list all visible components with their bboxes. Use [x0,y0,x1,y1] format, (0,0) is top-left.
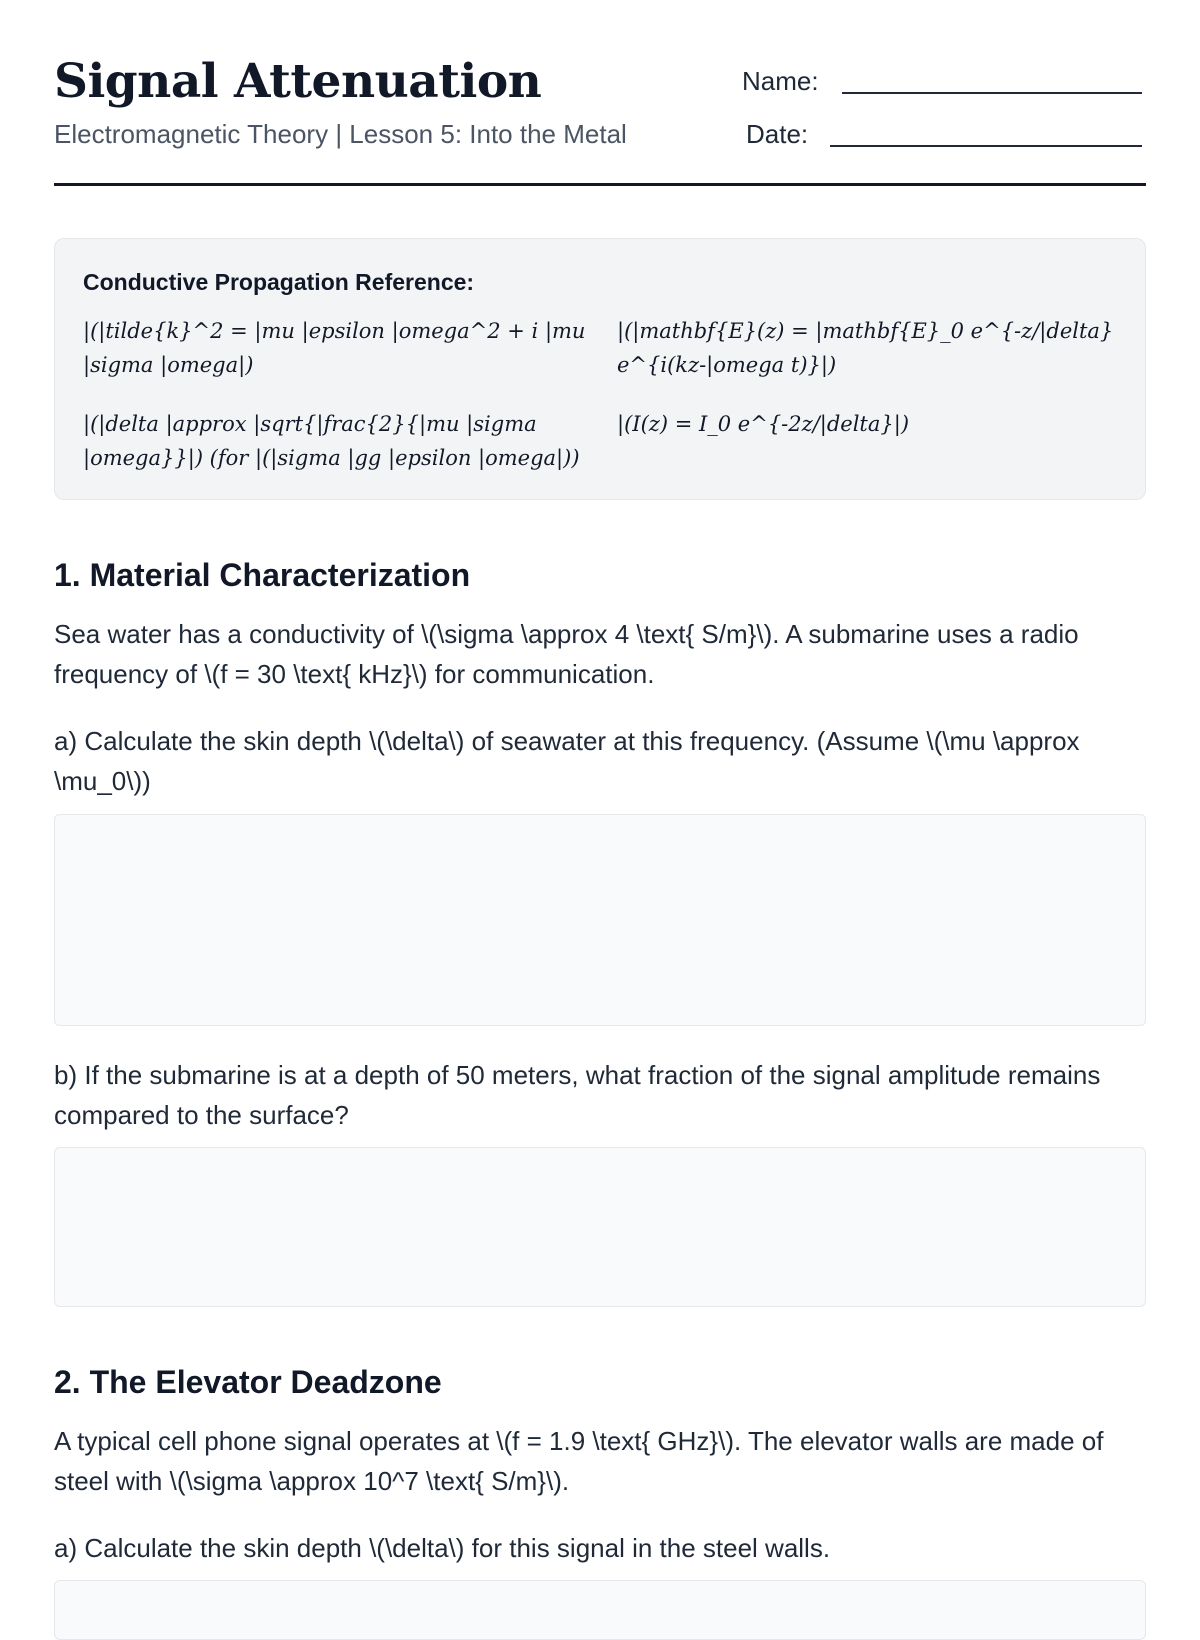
answer-box-2a[interactable] [54,1580,1146,1640]
section-1-intro: Sea water has a conductivity of \(\sigma \approx 4 \text{ S/m}\). A submarine uses a radio frequency of \(f = 30 \text{ kHz}\) for communication. [54,619,1079,689]
name-label: Name: [742,66,819,96]
date-line[interactable] [830,145,1142,147]
date-label: Date: [746,119,809,149]
date-field[interactable] [746,119,808,150]
formula-wavenumber: |(|tilde{k}^2 = |mu |epsilon |omega^2 + i |mu |sigma |omega|) [83,319,586,377]
formula-field: |(|mathbf{E}(z) = |mathbf{E}_0 e^{-z/|delta} e^{i(kz-|omega t)}|) [617,319,1114,377]
section-2-title: 2. The Elevator Deadzone [54,1364,442,1400]
question-1b: b) If the submarine is at a depth of 50 meters, what fraction of the signal amplitude remains compared to the surface? [54,1060,1101,1130]
reference-box [54,238,1146,500]
page-subtitle: Electromagnetic Theory | Lesson 5: Into the Metal [54,119,627,149]
name-field[interactable] [742,66,819,97]
section-1-title: 1. Material Characterization [54,557,471,593]
question-2a: a) Calculate the skin depth \(\delta\) for this signal in the steel walls. [54,1533,831,1563]
worksheet-header [54,0,1146,186]
worksheet-page [54,0,1146,1563]
reference-title: Conductive Propagation Reference: [83,269,475,295]
page-title: Signal Attenuation [54,54,542,109]
answer-box-1a[interactable] [54,814,1146,1026]
name-line[interactable] [842,92,1142,94]
formula-intensity: |(I(z) = I_0 e^{-2z/|delta}|) [617,412,910,436]
question-1a: a) Calculate the skin depth \(\delta\) of seawater at this frequency. (Assume \(\mu \approx \mu_0\)) [54,726,1080,796]
answer-box-1b[interactable] [54,1147,1146,1307]
section-2-intro: A typical cell phone signal operates at \(f = 1.9 \text{ GHz}\). The elevator walls are made of steel with \(\sigma \approx 10^7 \text{ S/m}\). [54,1426,1104,1496]
formula-skin-depth: |(|delta |approx |sqrt{|frac{2}{|mu |sigma |omega}}|) (for |(|sigma |gg |epsilon |omega|)) [83,412,580,470]
